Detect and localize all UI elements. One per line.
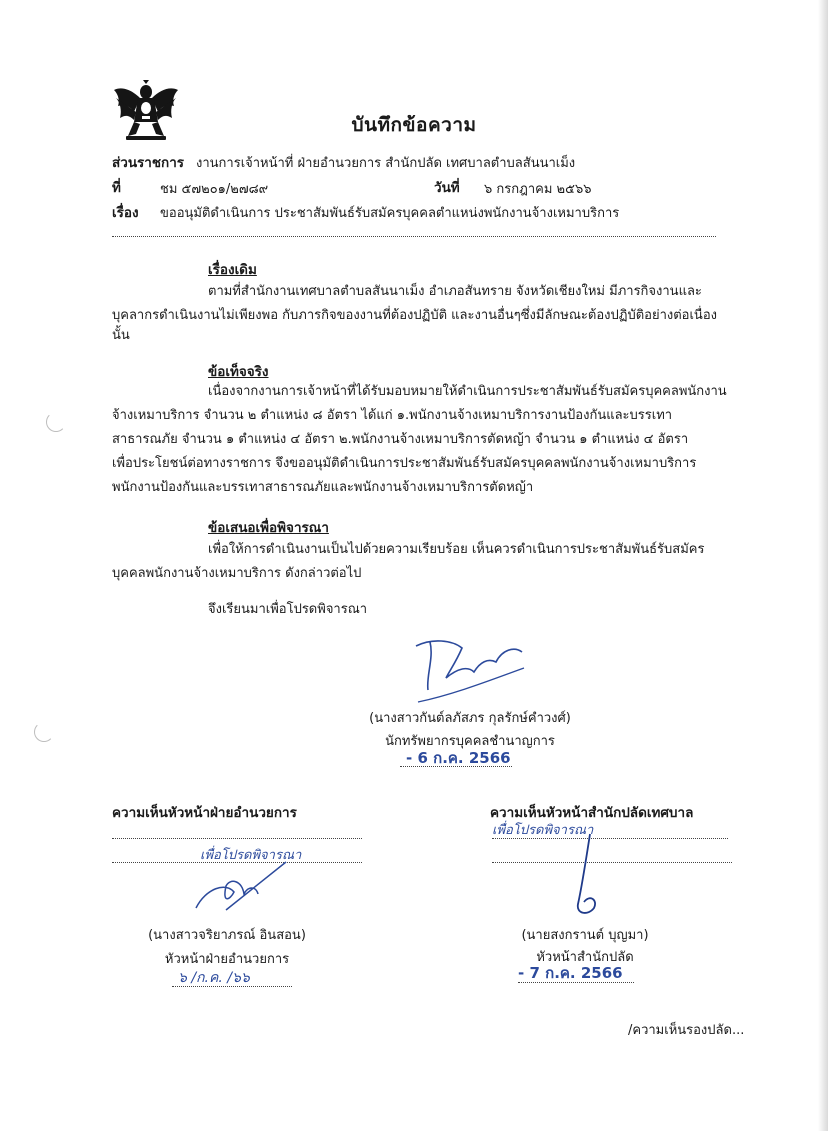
continued-text: /ความเห็นรองปลัด... bbox=[628, 1023, 745, 1038]
signer-main-name: (นางสาวกันต์ลภัสภร กุลรักษ์คำวงศ์) bbox=[369, 711, 571, 726]
date-label: วันที่ bbox=[434, 180, 460, 196]
subject-label: เรื่อง bbox=[112, 205, 139, 221]
right-opinion-position: หัวหน้าสำนักปลัด bbox=[536, 950, 634, 965]
document-no-label: ที่ bbox=[112, 180, 121, 196]
left-opinion-position: หัวหน้าฝ่ายอำนวยการ bbox=[164, 952, 290, 967]
document-no-value: ชม ๕๗๒๐๑/๒๗๘๙ bbox=[160, 182, 269, 197]
date-underline bbox=[400, 766, 512, 767]
date-underline bbox=[172, 986, 292, 987]
right-opinion-heading: ความเห็นหัวหน้าสำนักปลัดเทศบาล bbox=[490, 805, 694, 821]
proposal-line: เพื่อให้การดำเนินงานเป็นไปด้วยความเรียบร้อย เห็นควรดำเนินการประชาสัมพันธ์รับสมัคร bbox=[208, 542, 705, 557]
background-line: บุคลากรดำเนินงานไม่เพียงพอ กับภารกิจของงานที่ต้องปฏิบัติ และงานอื่นๆซึ่งมีลักษณะต้องปฏิบัติอย่างต่อเนื่อง bbox=[112, 308, 717, 323]
signature-main-icon bbox=[396, 628, 536, 704]
left-opinion-date: ๖ /ก.ค. /๖๖ bbox=[178, 970, 250, 986]
facts-heading: ข้อเท็จจริง bbox=[208, 364, 269, 380]
signature-right-icon bbox=[560, 830, 620, 920]
proposal-heading: ข้อเสนอเพื่อพิจารณา bbox=[208, 520, 329, 536]
facts-line: จ้างเหมาบริการ จำนวน ๒ ตำแหน่ง ๘ อัตรา ได้แก่ ๑.พนักงานจ้างเหมาบริการงานป้องกันและบรรเทา bbox=[112, 408, 673, 423]
header-separator bbox=[112, 236, 716, 237]
agency-value: งานการเจ้าหน้าที่ ฝ่ายอำนวยการ สำนักปลัด เทศบาลตำบลสันนาเม็ง bbox=[196, 156, 576, 171]
page-edge-shadow bbox=[818, 0, 828, 1131]
background-line: ตามที่สำนักงานเทศบาลตำบลสันนาเม็ง อำเภอสันทราย จังหวัดเชียงใหม่ มีภารกิจงานและ bbox=[208, 284, 702, 299]
proposal-line: บุคคลพนักงานจ้างเหมาบริการ ดังกล่าวต่อไป bbox=[112, 566, 362, 581]
punch-hole-icon bbox=[34, 722, 54, 742]
facts-line: เพื่อประโยชน์ต่อทางราชการ จึงขออนุมัติดำเนินการประชาสัมพันธ์รับสมัครบุคคลพนักงานจ้างเหมาบริการ bbox=[112, 456, 697, 471]
punch-hole-icon bbox=[46, 412, 66, 432]
background-line: นั้น bbox=[112, 328, 130, 343]
facts-paragraph bbox=[112, 380, 744, 500]
facts-line: สาธารณภัย จำนวน ๑ ตำแหน่ง ๔ อัตรา ๒.พนักงานจ้างเหมาบริการตัดหญ้า จำนวน ๑ ตำแหน่ง ๔ อัตรา bbox=[112, 432, 689, 447]
date-underline bbox=[518, 982, 634, 983]
right-opinion-handwritten: เพื่อโปรดพิจารณา bbox=[492, 823, 594, 838]
proposal-paragraph bbox=[112, 538, 744, 586]
left-opinion-handwritten: เพื่อโปรดพิจารณา bbox=[200, 848, 302, 863]
subject-value: ขออนุมัติดำเนินการ ประชาสัมพันธ์รับสมัครบุคคลตำแหน่งพนักงานจ้างเหมาบริการ bbox=[160, 206, 620, 221]
background-paragraph bbox=[112, 280, 744, 344]
left-opinion-heading: ความเห็นหัวหน้าฝ่ายอำนวยการ bbox=[112, 805, 297, 821]
opinion-line bbox=[112, 838, 362, 839]
facts-line: พนักงานป้องกันและบรรเทาสาธารณภัยและพนักงานจ้างเหมาบริการตัดหญ้า bbox=[112, 480, 534, 495]
right-opinion-date-stamp: - 7 ก.ค. 2566 bbox=[518, 964, 623, 982]
signer-main-date-stamp: - 6 ก.ค. 2566 bbox=[406, 749, 511, 767]
memo-title: บันทึกข้อความ bbox=[351, 114, 477, 136]
facts-line: เนื่องจากงานการเจ้าหน้าที่ได้รับมอบหมายให้ดำเนินการประชาสัมพันธ์รับสมัครบุคคลพนักงาน bbox=[208, 384, 727, 399]
date-value: ๖ กรกฎาคม ๒๕๖๖ bbox=[484, 182, 592, 197]
signer-main-position: นักทรัพยากรบุคคลชำนาญการ bbox=[385, 734, 555, 749]
signature-left-icon bbox=[186, 858, 306, 918]
left-opinion-name: (นางสาวจริยาภรณ์ อินสอน) bbox=[148, 928, 306, 943]
right-opinion-name: (นายสงกรานต์ บุญมา) bbox=[521, 928, 649, 943]
closing-text: จึงเรียนมาเพื่อโปรดพิจารณา bbox=[208, 602, 368, 617]
background-heading: เรื่องเดิม bbox=[208, 262, 257, 278]
agency-label: ส่วนราชการ bbox=[112, 155, 185, 171]
